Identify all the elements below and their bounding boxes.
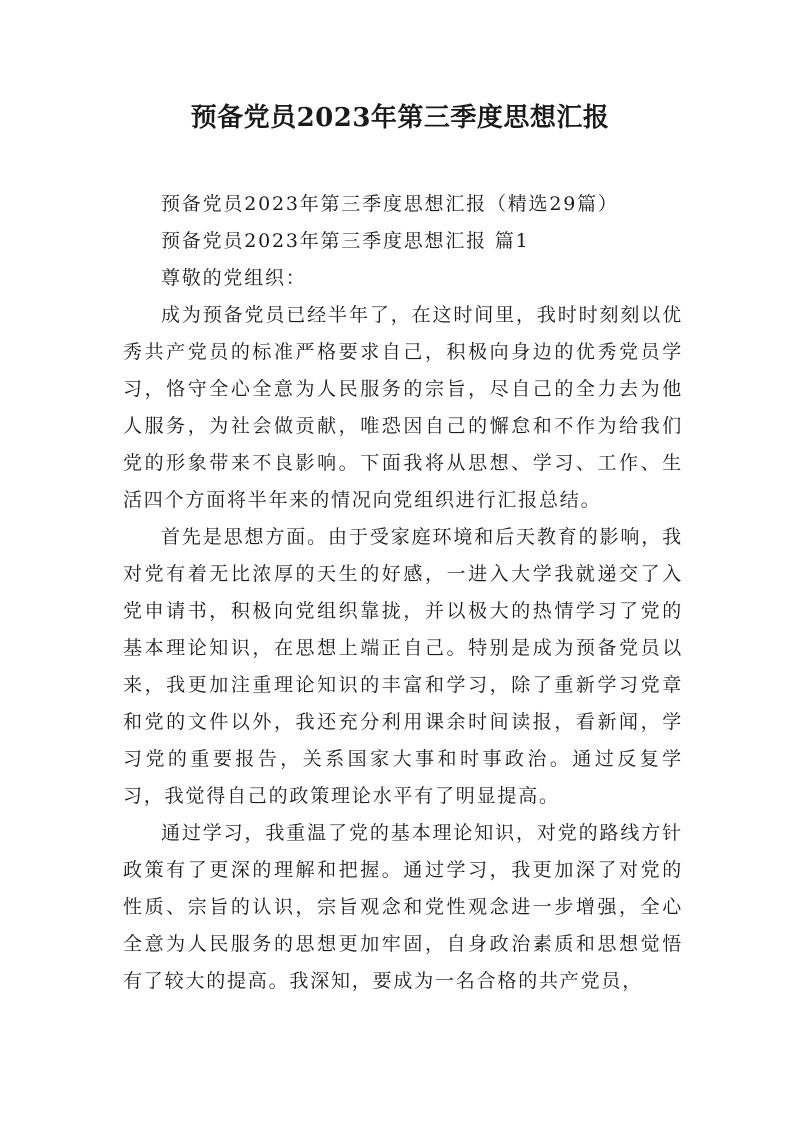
document-title: 预备党员2023年第三季度思想汇报 (190, 103, 610, 133)
section-heading: 预备党员2023年第三季度思想汇报 篇1 (161, 230, 530, 252)
body-paragraph: 通过学习，我重温了党的基本理论知识，对党的路线方针政策有了更深的理解和把握。通过学习，我更加深了对党的性质、宗旨的认识，宗旨观念和党性观念进一步增强，全心全意为人民服务的思想更加牢固，自身政治素质和思想觉悟有了较大的提高。我深知，要成为一名合格的共产党员， (123, 822, 683, 992)
body-paragraph: 首先是思想方面。由于受家庭环境和后天教育的影响，我对党有着无比浓厚的天生的好感，一进入大学我就递交了入党申请书，积极向党组织靠拢，并以极大的热情学习了党的基本理论知识，在思想上端正自己。特别是成为预备党员以来，我更加注重理论知识的丰富和学习，除了重新学习党章和党的文件以外，我还充分利用课余时间读报，看新闻，学习党的重要报告，关系国家大事和时事政治。通过反复学习，我觉得自己的政策理论水平有了明显提高。 (123, 526, 683, 807)
document-body (123, 186, 683, 1000)
body-paragraph: 成为预备党员已经半年了，在这时间里，我时时刻刻以优秀共产党员的标准严格要求自己，积极向身边的优秀党员学习，恪守全心全意为人民服务的宗旨，尽自己的全力去为他人服务，为社会做贡献，唯恐因自己的懈怠和不作为给我们党的形象带来不良影响。下面我将从思想、学习、工作、生活四个方面将半年来的情况向党组织进行汇报总结。 (123, 304, 683, 511)
salutation: 尊敬的党组织： (161, 267, 307, 289)
subtitle-line: 预备党员2023年第三季度思想汇报（精选29篇） (161, 193, 619, 215)
